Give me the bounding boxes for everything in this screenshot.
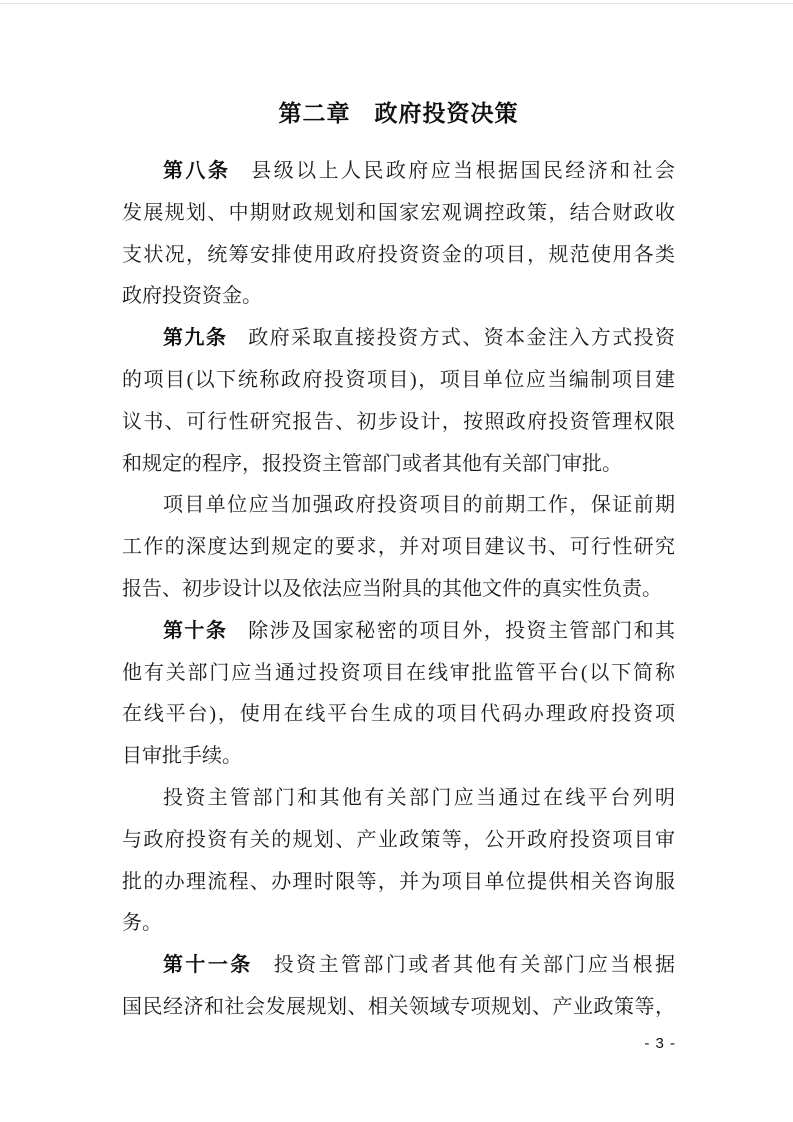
- article-8-label: 第八条: [163, 160, 231, 182]
- text-line: 支状况，统筹安排使用政府投资资金的项目，规范使用各类: [122, 243, 675, 266]
- text-line: 的项目(以下统称政府投资项目)，项目单位应当编制项目建: [122, 368, 675, 391]
- text-line: 务。: [122, 912, 162, 935]
- text-line: 议书、可行性研究报告、初步设计，按照政府投资管理权限: [122, 410, 675, 433]
- line-text: 投资主管部门或者其他有关部门应当根据: [273, 954, 676, 977]
- text-line: 在线平台)，使用在线平台生成的项目代码办理政府投资项: [122, 703, 675, 726]
- text-line: 与政府投资有关的规划、产业政策等，公开政府投资项目审: [122, 828, 675, 851]
- chapter-title: 第二章 政府投资决策: [278, 100, 519, 126]
- line-text: 除涉及国家秘密的项目外，投资主管部门和其: [248, 619, 676, 642]
- text-line: [122, 151, 675, 193]
- document-content: [122, 0, 675, 1029]
- text-line: 他有关部门应当通过投资项目在线审批监管平台(以下简称: [122, 661, 675, 684]
- line-text: 政府采取直接投资方式、资本金注入方式投资: [248, 327, 676, 350]
- text-line: 投资主管部门和其他有关部门应当通过在线平台列明: [163, 786, 675, 809]
- text-line: 批的办理流程、办理时限等，并为项目单位提供相关咨询服: [122, 870, 675, 893]
- text-line: 发展规划、中期财政规划和国家宏观调控政策，结合财政收: [122, 201, 675, 224]
- paragraph-article-9-clause-2: [122, 485, 675, 610]
- article-11-label: 第十一条: [163, 954, 253, 977]
- paragraph-article-9: [122, 318, 675, 485]
- text-line: [122, 318, 675, 360]
- line-text: 县级以上人民政府应当根据国民经济和社会: [251, 160, 676, 182]
- paragraph-article-8: [122, 151, 675, 318]
- text-line: 政府投资资金。: [122, 285, 262, 308]
- article-9-label: 第九条: [163, 327, 228, 350]
- text-line: 工作的深度达到规定的要求，并对项目建议书、可行性研究: [122, 536, 675, 559]
- paragraph-article-10-clause-2: [122, 778, 675, 945]
- paragraph-article-10: [122, 611, 675, 778]
- text-line: [122, 611, 675, 653]
- text-line: [122, 945, 675, 987]
- text-line: 目审批手续。: [122, 745, 242, 768]
- article-10-label: 第十条: [163, 619, 228, 642]
- paragraph-article-11: [122, 945, 675, 1029]
- page-number: - 3 -: [644, 1035, 676, 1052]
- text-line: 项目单位应当加强政府投资项目的前期工作，保证前期: [163, 494, 675, 517]
- text-line: 国民经济和社会发展规划、相关领域专项规划、产业政策等，: [122, 995, 675, 1018]
- text-line: 报告、初步设计以及依法应当附具的其他文件的真实性负责。: [122, 577, 662, 600]
- text-line: 和规定的程序，报投资主管部门或者其他有关部门审批。: [122, 452, 622, 475]
